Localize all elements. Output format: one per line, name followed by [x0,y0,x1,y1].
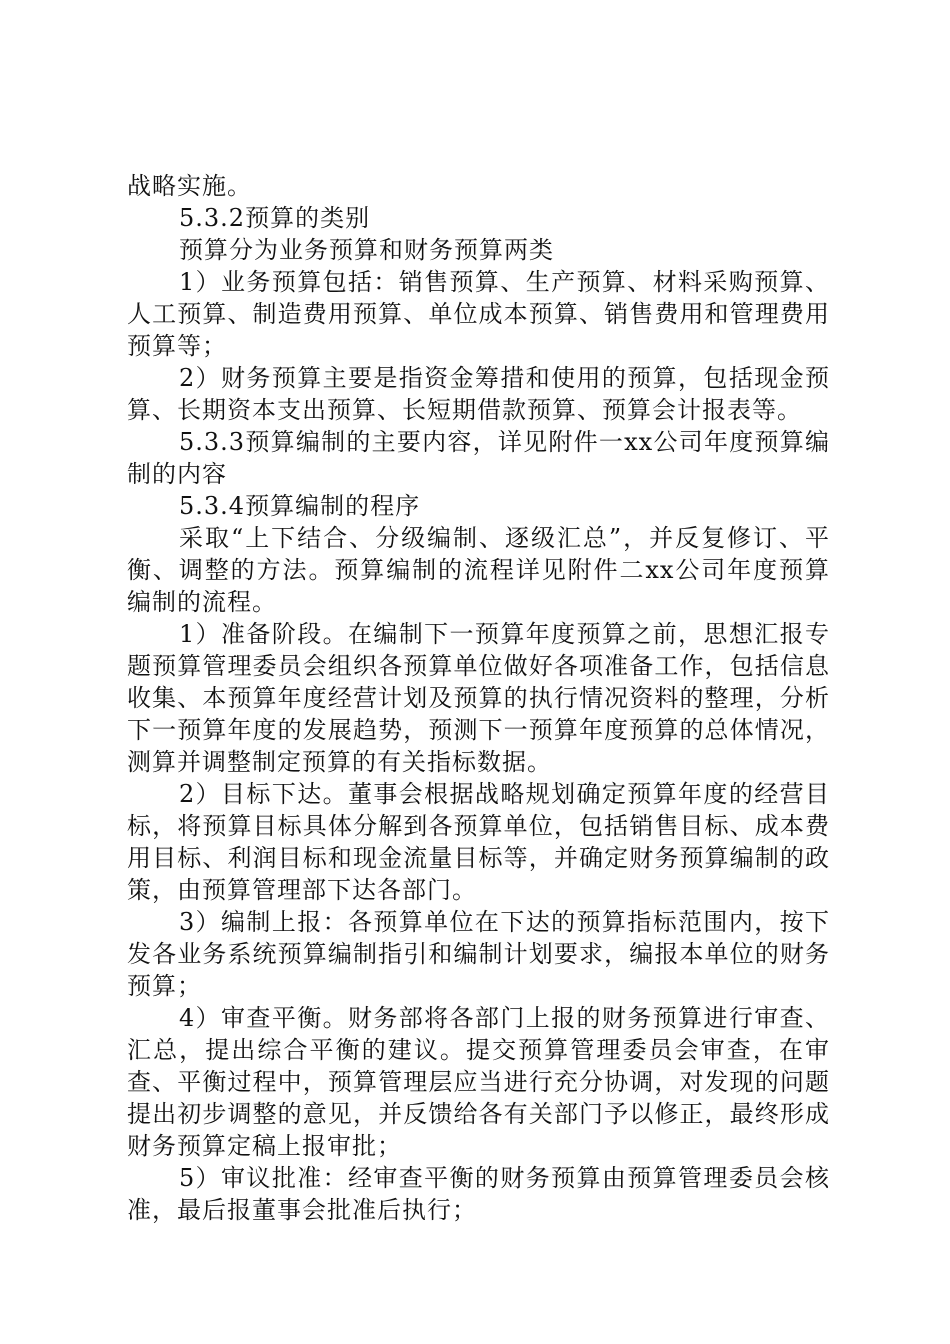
section-heading-5-3-4: 5.3.4预算编制的程序 [179,492,421,520]
paragraph-method: 采取“上下结合、分级编制、逐级汇总”，并反复修订、平衡、调整的方法。预算编制的流程详见附件二xx公司年度预算编制的流程。 [127,524,830,616]
document-body [127,170,830,1226]
paragraph-budget-types: 预算分为业务预算和财务预算两类 [179,236,554,264]
paragraph-continuation: 战略实施。 [127,172,252,200]
section-heading-5-3-2: 5.3.2预算的类别 [179,204,371,232]
paragraph-step-targets: 2）目标下达。董事会根据战略规划确定预算年度的经营目标，将预算目标具体分解到各预算单位，包括销售目标、成本费用目标、利润目标和现金流量目标等，并确定财务预算编制的政策，由预算管理部下达各部门。 [127,780,830,904]
paragraph-step-preparation: 1）准备阶段。在编制下一预算年度预算之前，思想汇报专题预算管理委员会组织各预算单位做好各项准备工作，包括信息收集、本预算年度经营计划及预算的执行情况资料的整理，分析下一预算年度的发展趋势，预测下一预算年度预算的总体情况，测算并调整制定预算的有关指标数据。 [127,620,830,776]
paragraph-step-approval: 5）审议批准：经审查平衡的财务预算由预算管理委员会核准，最后报董事会批准后执行； [127,1164,830,1224]
paragraph-business-budget: 1）业务预算包括：销售预算、生产预算、材料采购预算、人工预算、制造费用预算、单位成本预算、销售费用和管理费用预算等； [127,268,830,360]
paragraph-financial-budget: 2）财务预算主要是指资金筹措和使用的预算，包括现金预算、长期资本支出预算、长短期借款预算、预算会计报表等。 [127,364,830,424]
paragraph-step-compile: 3）编制上报：各预算单位在下达的预算指标范围内，按下发各业务系统预算编制指引和编制计划要求，编报本单位的财务预算； [127,908,830,1000]
paragraph-step-review: 4）审查平衡。财务部将各部门上报的财务预算进行审查、汇总，提出综合平衡的建议。提交预算管理委员会审查，在审查、平衡过程中，预算管理层应当进行充分协调，对发现的问题提出初步调整的意见，并反馈给各有关部门予以修正，最终形成财务预算定稿上报审批； [127,1004,830,1160]
section-heading-5-3-3: 5.3.3预算编制的主要内容，详见附件一xx公司年度预算编制的内容 [127,428,830,488]
